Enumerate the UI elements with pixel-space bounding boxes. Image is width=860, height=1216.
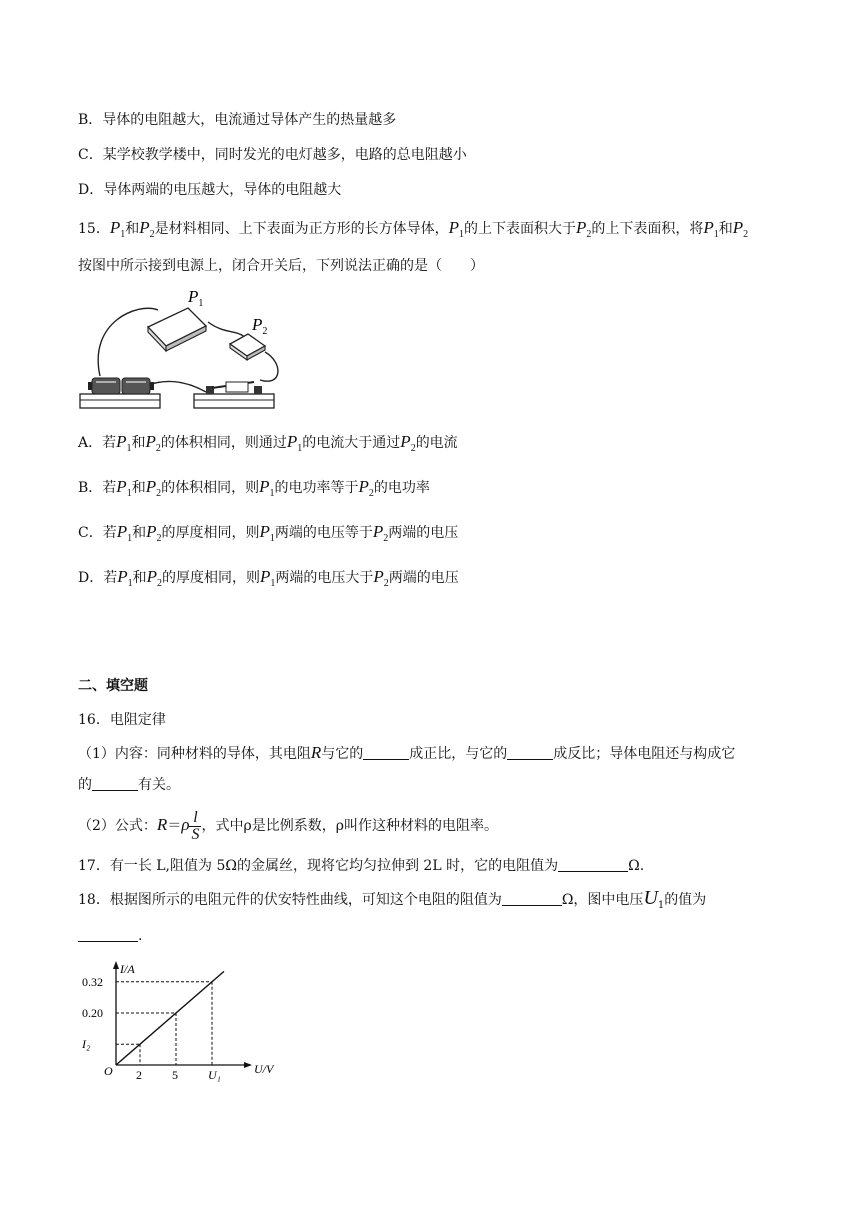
q15-option-a: A．若$P_1$和$P_2$的体积相同，则通过$P_1$的电流大于通过$P_2$的电流 <box>78 432 458 454</box>
y-tick-label: 0.20 <box>82 1006 103 1020</box>
y-tick-label: 0.32 <box>82 974 103 989</box>
answer-blank[interactable] <box>507 745 553 760</box>
origin-label: O <box>104 1064 113 1078</box>
q15-number: 15． <box>78 221 110 237</box>
q15-stem-line1 <box>78 218 748 245</box>
x-axis-label: U/V <box>254 1062 274 1076</box>
y-axis-label: I/A <box>120 962 135 976</box>
q15-text: 和 <box>718 221 733 237</box>
q15-text: 的上下表面积，将 <box>591 221 704 237</box>
q18-text-line1: 18．根据图所示的电阻元件的伏安特性曲线，可知这个电阻的阻值为 Ω，图中电压$U_1$的值为 <box>78 887 707 911</box>
x-tick-label: 5 <box>172 1068 178 1082</box>
wire <box>146 381 206 392</box>
section-title: 二、填空题 <box>78 678 148 694</box>
answer-blank[interactable] <box>363 745 409 760</box>
series-line <box>116 971 224 1065</box>
q15-text: 的上下表面积大于 <box>464 221 576 237</box>
q15-var: $P_2$ <box>576 218 592 240</box>
wire <box>98 308 158 376</box>
q16-line3: （2）公式：R＝ρ $\frac{l}{S}$ ，式中ρ是比例系数，ρ叫作这种材料的电阻率。 <box>78 808 498 843</box>
y-tick-label: I₂ <box>82 1037 91 1052</box>
q15-var: $P_1$ <box>448 218 464 240</box>
q15-option-d: D．若$P_1$和$P_2$的厚度相同，则$P_1$两端的电压大于$P_2$两端的电压 <box>78 567 459 589</box>
q15-text: 是材料相同、上下表面为正方形的长方体导体， <box>154 221 449 237</box>
wire <box>260 352 278 381</box>
answer-blank[interactable] <box>78 927 138 942</box>
answer-blank[interactable] <box>502 891 562 906</box>
label-p1: $P_1$ <box>188 287 204 309</box>
q15-option-b: B．若$P_1$和$P_2$的体积相同，则$P_1$的电功率等于$P_2$的电功率 <box>78 477 430 499</box>
var-r: R <box>310 743 322 762</box>
y-axis-arrow <box>113 961 119 969</box>
q15-stem-line2: 按图中所示接到电源上，闭合开关后，下列说法正确的是（ ） <box>78 258 484 274</box>
q15-option-c: C．若$P_1$和$P_2$的厚度相同，则$P_1$两端的电压等于$P_2$两端的电压 <box>78 522 459 544</box>
q16-line1: （1）内容：同种材料的导体，其电阻R与它的 成正比，与它的 成反比；导体电阻还与构成它 <box>78 743 736 762</box>
q15-text: 和 <box>125 221 140 237</box>
q14-option-d: D．导体两端的电压越大，导体的电阻越大 <box>78 182 342 198</box>
formula-fraction: $\frac{l}{S}$ <box>191 808 200 843</box>
q17-text: 17．有一长 L,阻值为 5Ω的金属丝，现将它均匀拉伸到 2L 时，它的电阻值为 Ω. <box>78 858 645 874</box>
circuit-figure <box>78 282 398 414</box>
iv-chart <box>80 960 274 1090</box>
conductor-p1 <box>148 308 206 351</box>
q16-title: 16．电阻定律 <box>78 712 166 728</box>
q14-option-c: C．某学校教学楼中，同时发光的电灯越多，电路的总电阻越小 <box>78 147 467 163</box>
answer-blank[interactable] <box>558 857 628 872</box>
q14-option-b: B．导体的电阻越大，电流通过导体产生的热量越多 <box>78 112 397 128</box>
q15-var: $P_2$ <box>139 218 155 240</box>
battery-icon <box>80 378 160 408</box>
q16-line2: 的 有关。 <box>78 777 180 793</box>
label-p2: $P_2$ <box>252 315 268 337</box>
q18-text-line2: . <box>78 926 142 946</box>
q15-var: $P_1$ <box>109 218 126 240</box>
answer-blank[interactable] <box>92 776 138 791</box>
q15-var: $P_2$ <box>732 218 749 240</box>
x-axis-arrow <box>244 1062 252 1068</box>
switch-icon <box>194 382 274 408</box>
q15-var: $P_1$ <box>703 218 719 240</box>
x-tick-label: 2 <box>136 1068 142 1082</box>
conductor-p2 <box>230 334 265 360</box>
x-tick-label: U₁ <box>208 1068 221 1082</box>
